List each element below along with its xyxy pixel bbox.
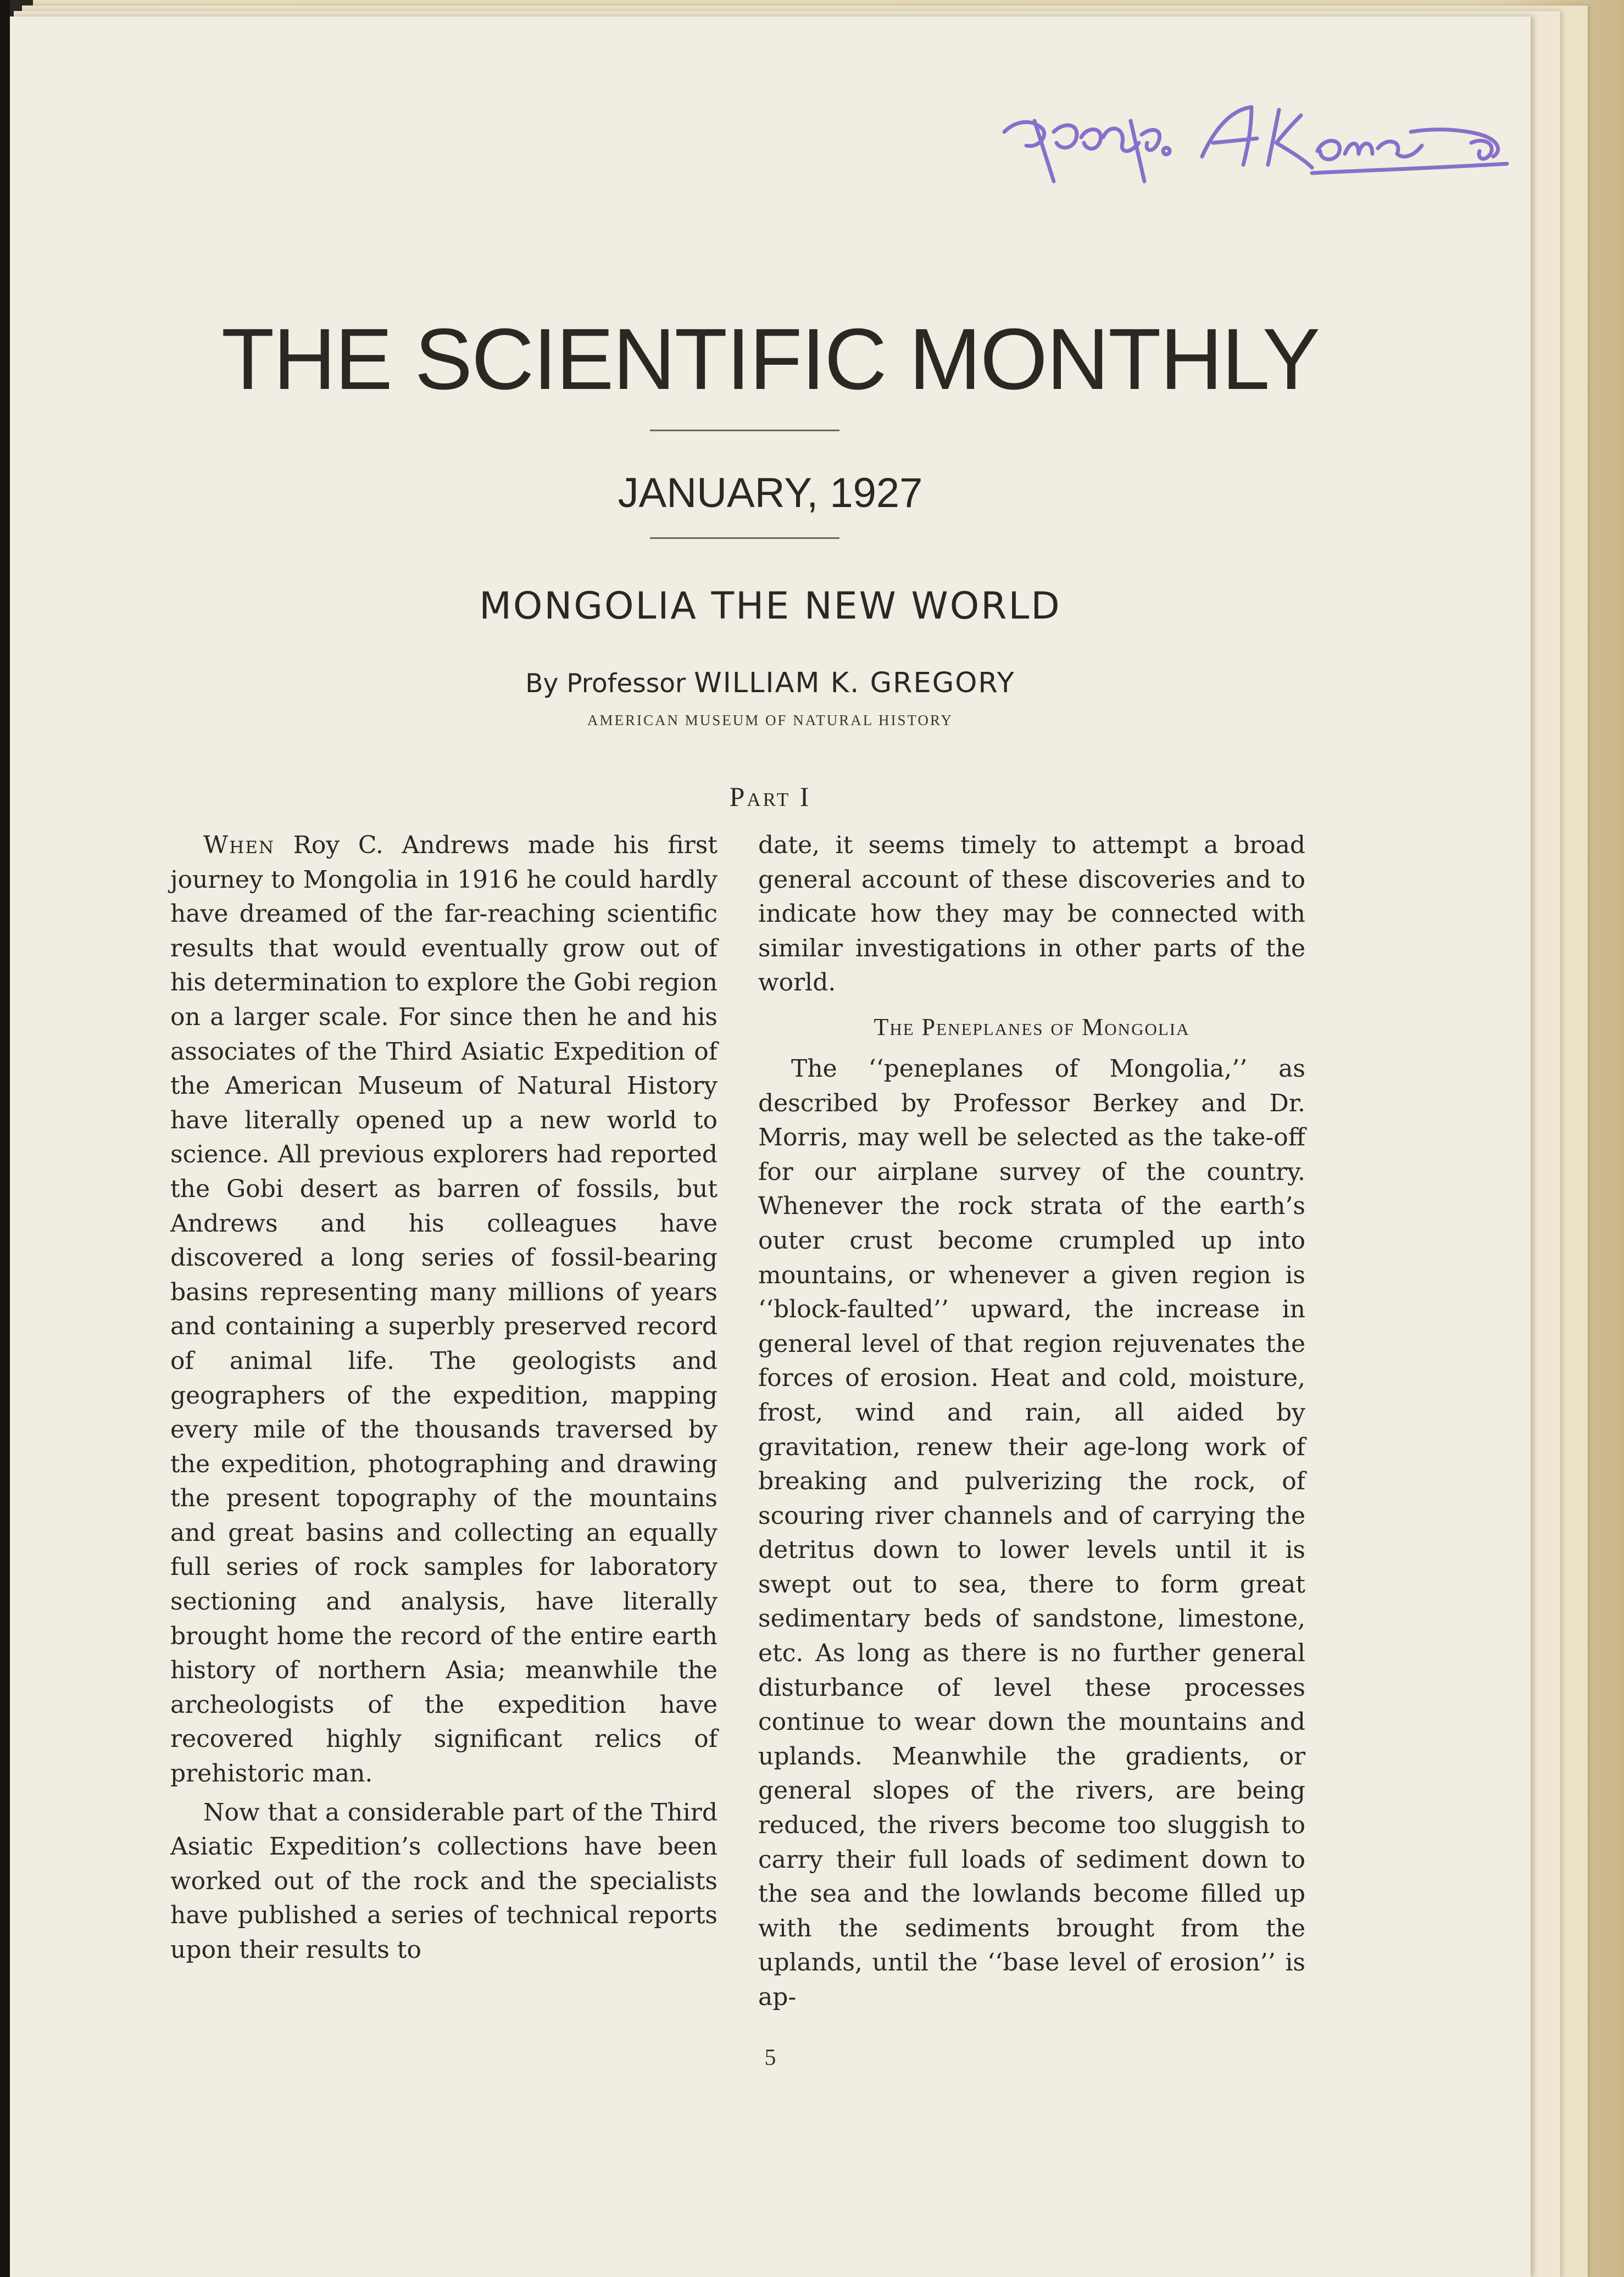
author-affiliation: AMERICAN MUSEUM OF NATURAL HISTORY — [587, 712, 954, 728]
part-heading: Part I — [729, 781, 811, 812]
scanner-backdrop — [0, 0, 10, 2277]
paragraph — [170, 828, 718, 1791]
issue-date: JANUARY, 1927 — [618, 470, 923, 516]
ownership-signature — [993, 99, 1515, 187]
lead-in-word: When — [203, 831, 275, 859]
left-text-column — [170, 828, 718, 1968]
byline-prefix: By Professor — [525, 669, 694, 699]
divider-rule — [650, 430, 839, 431]
paragraph: The ‘‘peneplanes of Mongolia,’’ as described by Professor Berkey and Dr. Morris, may well be selected as the take-off for our airplane survey of the country. Whenever the rock strata of the earth’s outer crust become crumpled up into mountains, or whenever a given region is ‘‘block-faulted’’ upward, the increase in general level of that region rejuvenates the forces of erosion. Heat and cold, moisture, frost, wind and rain, all aided by gravitation, renew their age-long work of breaking and pulverizing the rock, of scouring river channels and of carrying the detritus down to lower levels until it is swept out to sea, there to form great sedimentary beds of sandstone, limestone, etc. As long as there is no further general disturbance of level these processes continue to wear down the mountains and uplands. Meanwhile the gradients, or general slopes of the rivers, are being reduced, the rivers become too sluggish to carry their full loads of sediment down to the sea and the lowlands become filled up with the sediments brought from the uplands, until the ‘‘base level of erosion’’ is ap- — [758, 1054, 1305, 2011]
divider-rule — [650, 537, 839, 539]
author-name: WILLIAM K. GREGORY — [694, 667, 1015, 699]
paragraph-text: Roy C. Andrews made his first journey to Mongolia in 1916 he could hardly have dreamed of the far-reaching scientific results that would eventually grow out of his determination to explore the Gobi region on a larger scale. For since then he and his associates of the Third Asiatic Expedition of the American Museum of Natural History have literally opened up a new world to science. All previous explorers had reported the Gobi desert as barren of fossils, but Andrews and his colleagues have discovered a long series of fossil-bearing basins representing many millions of years and containing a superbly preserved record of animal life. The geologists and geographers of the expedition, mapping every mile of the thousands traversed by the expedition, photographing and drawing the present topography of the mountains and great basins and collecting an equally full series of rock samples for laboratory sectioning and analysis, have literally brought home the record of the entire earth history of northern Asia; meanwhile the archeologists of the expedition have recovered highly significant relics of prehistoric man. — [170, 831, 718, 1788]
section-heading: The Peneplanes of Mongolia — [874, 1013, 1190, 1040]
journal-masthead: THE SCIENTIFIC MONTHLY — [221, 311, 1320, 408]
byline — [10, 669, 1531, 697]
page-number: 5 — [764, 2045, 776, 2070]
journal-page — [10, 16, 1531, 2277]
paragraph: Now that a considerable part of the Third Asiatic Expedition’s collections have been worked out of the rock and the specialists have published a series of technical reports upon their results to — [170, 1798, 718, 1964]
article-title: MONGOLIA THE NEW WORLD — [479, 584, 1061, 628]
right-text-column — [758, 828, 1305, 2015]
paragraph: date, it seems timely to attempt a broad general account of these discoveries and to indicate how they may be connected with similar investigations in other parts of the world. — [758, 831, 1305, 997]
